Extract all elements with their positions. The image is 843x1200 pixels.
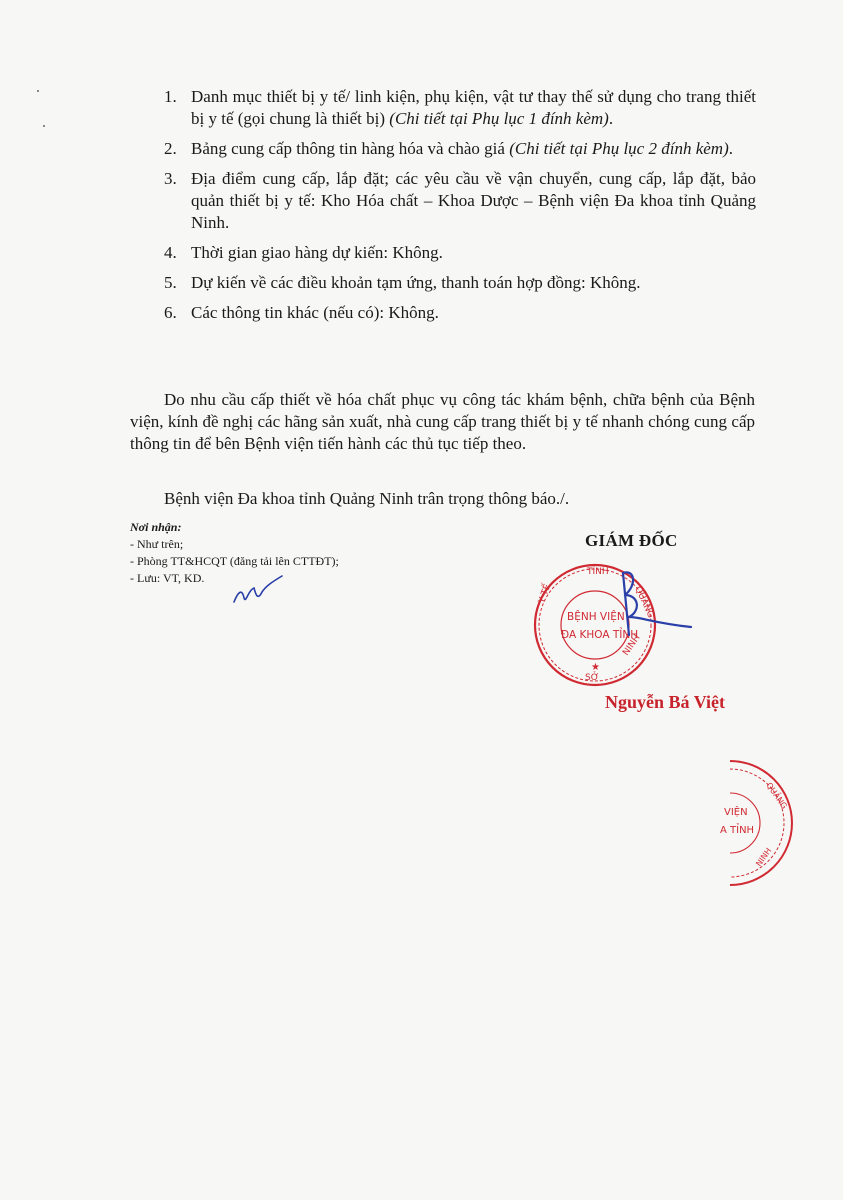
scan-speck: [37, 90, 39, 92]
list-item-text: Danh mục thiết bị y tế/ linh kiện, phụ kiện, vật tư thay thế sử dụng cho trang thiết bị y tế (gọi chung là thiết bị): [191, 87, 756, 128]
closing-paragraph: Bệnh viện Đa khoa tỉnh Quảng Ninh trân trọng thông báo./.: [164, 489, 570, 508]
requirements-list: [160, 86, 756, 332]
list-item-italic: (Chi tiết tại Phụ lục 2 đính kèm): [509, 139, 729, 158]
partial-seal-arc-bottom: NINH: [754, 846, 774, 869]
recipients-heading: Nơi nhận:: [130, 520, 182, 534]
list-item: 4. Thời gian giao hàng dự kiến: Không.: [164, 243, 443, 262]
seal-line-1: BỆNH VIỆN: [567, 611, 625, 623]
list-item: 6. Các thông tin khác (nếu có): Không.: [164, 303, 439, 322]
list-item-text: Bảng cung cấp thông tin hàng hóa và chào giá: [191, 139, 510, 158]
seal-outer-left: Y TẾ: [537, 582, 554, 605]
seal-outer-bottom-right: NINH: [621, 633, 643, 658]
list-item: 1. Danh mục thiết bị y tế/ linh kiện, phụ kiện, vật tư thay thế sử dụng cho trang thiết bị y tế (gọi chung là thiết bị) (Chi tiết tại Phụ lục 1 đính kèm).: [164, 87, 756, 128]
list-item-text: Các thông tin khác (nếu có): Không.: [191, 303, 439, 322]
seal-star: ★: [591, 662, 600, 673]
partial-seal-line-2: A TỈNH: [720, 825, 755, 836]
partial-seal-line-1: VIỆN: [724, 807, 748, 818]
signature-title: GIÁM ĐỐC: [585, 531, 678, 550]
list-item-italic: (Chi tiết tại Phụ lục 1 đính kèm): [389, 109, 609, 128]
seal-outer-bottom-left: SỞ: [585, 673, 599, 683]
request-paragraph: Do nhu cầu cấp thiết về hóa chất phục vụ công tác khám bệnh, chữa bệnh của Bệnh viện, kính đề nghị các hãng sản xuất, nhà cung cấp trang thiết bị y tế nhanh chóng cung cấp thông tin để bên Bệnh viện tiến hành các thủ tục tiếp theo.: [130, 390, 755, 453]
list-item-tail: .: [608, 109, 614, 128]
director-signature: [595, 565, 705, 645]
seal-outer-top: TỈNH: [587, 567, 609, 577]
list-item: 2. Bảng cung cấp thông tin hàng hóa và chào giá (Chi tiết tại Phụ lục 2 đính kèm).: [164, 139, 733, 158]
list-item: 5. Dự kiến về các điều khoản tạm ứng, thanh toán hợp đồng: Không.: [164, 273, 641, 292]
initials-signature: [230, 572, 290, 608]
recipient-item: - Phòng TT&HCQT (đăng tải lên CTTĐT);: [130, 554, 339, 568]
list-item: 3. Địa điểm cung cấp, lắp đặt; các yêu cầu về vận chuyển, cung cấp, lắp đặt, bảo quản thiết bị y tế: Kho Hóa chất – Khoa Dược – Bệnh viện Đa khoa tỉnh Quảng Ninh.: [164, 169, 756, 232]
recipient-item: - Như trên;: [130, 537, 184, 551]
scan-speck: [43, 125, 45, 127]
seal-line-2: ĐA KHOA TỈNH: [561, 629, 639, 641]
partial-seal-arc-top: QUẢNG: [764, 780, 789, 811]
list-item-text: Dự kiến về các điều khoản tạm ứng, thanh toán hợp đồng: Không.: [191, 273, 641, 292]
recipient-item: - Lưu: VT, KD.: [130, 571, 205, 585]
list-item-text: Thời gian giao hàng dự kiến: Không.: [191, 243, 443, 262]
partial-seal: [700, 755, 800, 895]
list-item-tail: .: [728, 139, 733, 158]
seal-outer-right: QUẢNG: [632, 585, 656, 620]
signature-name: Nguyễn Bá Việt: [605, 692, 726, 712]
list-item-text: Địa điểm cung cấp, lắp đặt; các yêu cầu về vận chuyển, cung cấp, lắp đặt, bảo quản thiết bị y tế: Kho Hóa chất – Khoa Dược – Bệnh viện Đa khoa tỉnh Quảng Ninh.: [191, 169, 756, 232]
